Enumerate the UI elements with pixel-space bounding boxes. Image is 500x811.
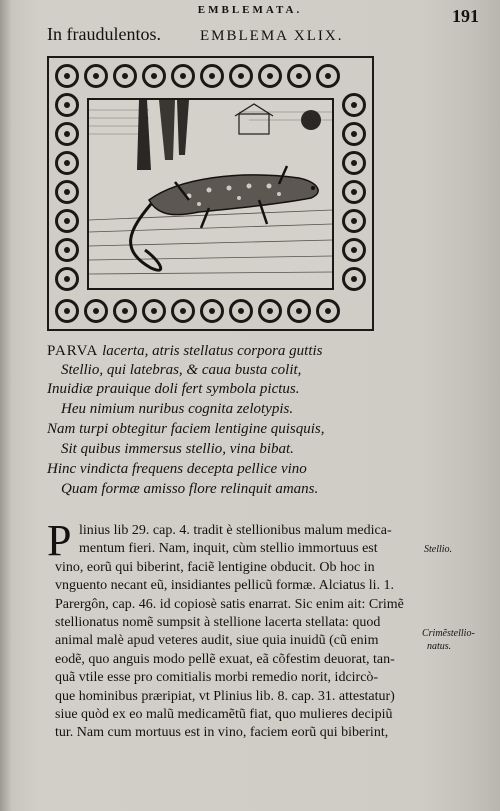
frame-ornament	[55, 180, 79, 204]
poem-line-2: Stellio, qui latebras, & caua busta colit,	[61, 362, 302, 378]
commentary-line: Parergôn, cap. 46. id copiosè satis enarrat. Sic enim ait: Crimẽ	[55, 596, 404, 612]
poem-opening-word: PARVA	[47, 343, 99, 359]
frame-ornament	[200, 64, 224, 88]
commentary-line: linius lib 29. cap. 4. tradit è stellionibus malum medica-	[79, 523, 392, 538]
commentary-line: siue quòd ex eo malũ medicamẽtũ fiat, quo mulieres decipiũ	[55, 707, 393, 722]
commentary-line: animal malè apud veteres audit, siue quia inuidũ (cũ enim	[55, 633, 379, 649]
frame-ornament	[342, 93, 366, 117]
poem-line-1-text: lacerta, atris stellatus corpora guttis	[98, 343, 323, 359]
margin-note-stellio: Stellio.	[424, 544, 453, 555]
frame-ornament	[113, 64, 137, 88]
frame-ornament	[342, 180, 366, 204]
commentary-line: mentum fieri. Nam, inquit, cùm stellio immortuus est	[79, 541, 378, 557]
frame-ornament	[55, 64, 79, 88]
page-number: 191	[452, 6, 479, 26]
frame-ornament	[258, 64, 282, 88]
frame-ornament	[55, 122, 79, 146]
frame-ornament	[55, 299, 79, 323]
commentary-line: vino, eorũ qui biberint, faciẽ lentigine obducit. Ob hoc in	[55, 559, 375, 575]
frame-ornament	[229, 299, 253, 323]
frame-ornament	[55, 209, 79, 233]
ornamental-frame	[47, 56, 374, 331]
frame-ornament	[342, 238, 366, 262]
commentary-line: quã vtile esse pro comitialis morbi remedio norit, idcircò-	[55, 670, 379, 686]
commentary-line: que hominibus præripiat, vt Plinius lib. 8. cap. 31. attestatur)	[55, 688, 395, 704]
margin-note-crimen-line-1: Crimẽstellio-	[422, 628, 475, 639]
frame-ornament	[84, 299, 108, 323]
frame-ornament	[55, 267, 79, 291]
poem-line-1	[47, 342, 323, 360]
frame-ornament	[113, 299, 137, 323]
frame-ornament	[142, 299, 166, 323]
commentary-line: stellionatus nomẽ sumpsit à stellione lacerta stellata: quod	[55, 615, 381, 630]
frame-ornament	[55, 93, 79, 117]
commentary-line: vnguento necant eũ, insidiantes pellicũ formæ. Alciatus li. 1.	[55, 578, 395, 594]
commentary-line: eodẽ, quo anguis modo pellẽ exuat, eã cõfestim deuorat, tan-	[55, 651, 395, 667]
running-head: EMBLEMATA.	[197, 4, 303, 16]
frame-ornament	[200, 299, 224, 323]
frame-ornament	[171, 64, 195, 88]
frame-ornament	[55, 151, 79, 175]
frame-ornament	[55, 238, 79, 262]
drop-initial: P	[47, 516, 72, 565]
frame-ornament	[342, 267, 366, 291]
frame-ornament	[316, 299, 340, 323]
frame-ornament	[142, 64, 166, 88]
frame-ornament	[258, 299, 282, 323]
emblem-number: EMBLEMA XLIX.	[200, 28, 344, 44]
poem-line-7: Hinc vindicta frequens decepta pellice vino	[47, 461, 307, 477]
poem-line-5: Nam turpi obtegitur faciem lentigine quisquis,	[47, 421, 325, 437]
frame-ornament	[229, 64, 253, 88]
commentary-line: tur. Nam cum mortuus est in vino, faciem eorũ qui biberint,	[55, 725, 389, 741]
lizard-woodcut	[87, 98, 334, 290]
margin-note-crimen-line-2: natus.	[427, 641, 452, 652]
woodcut-illustration	[89, 100, 332, 288]
frame-ornament	[171, 299, 195, 323]
poem-line-4: Heu nimium nuribus cognita zelotypis.	[61, 401, 294, 417]
frame-ornament	[287, 299, 311, 323]
frame-ornament	[342, 122, 366, 146]
poem-line-3: Inuidiæ prauique doli fert symbola pictus.	[47, 381, 300, 397]
poem-line-8: Quam formæ amisso flore relinquit amans.	[61, 481, 319, 497]
frame-ornament	[84, 64, 108, 88]
poem-line-6: Sit quibus immersus stellio, vina bibat.	[61, 441, 294, 457]
frame-ornament	[316, 64, 340, 88]
emblem-motto: In fraudulentos.	[47, 24, 161, 44]
frame-ornament	[342, 151, 366, 175]
frame-ornament	[342, 209, 366, 233]
frame-ornament	[287, 64, 311, 88]
